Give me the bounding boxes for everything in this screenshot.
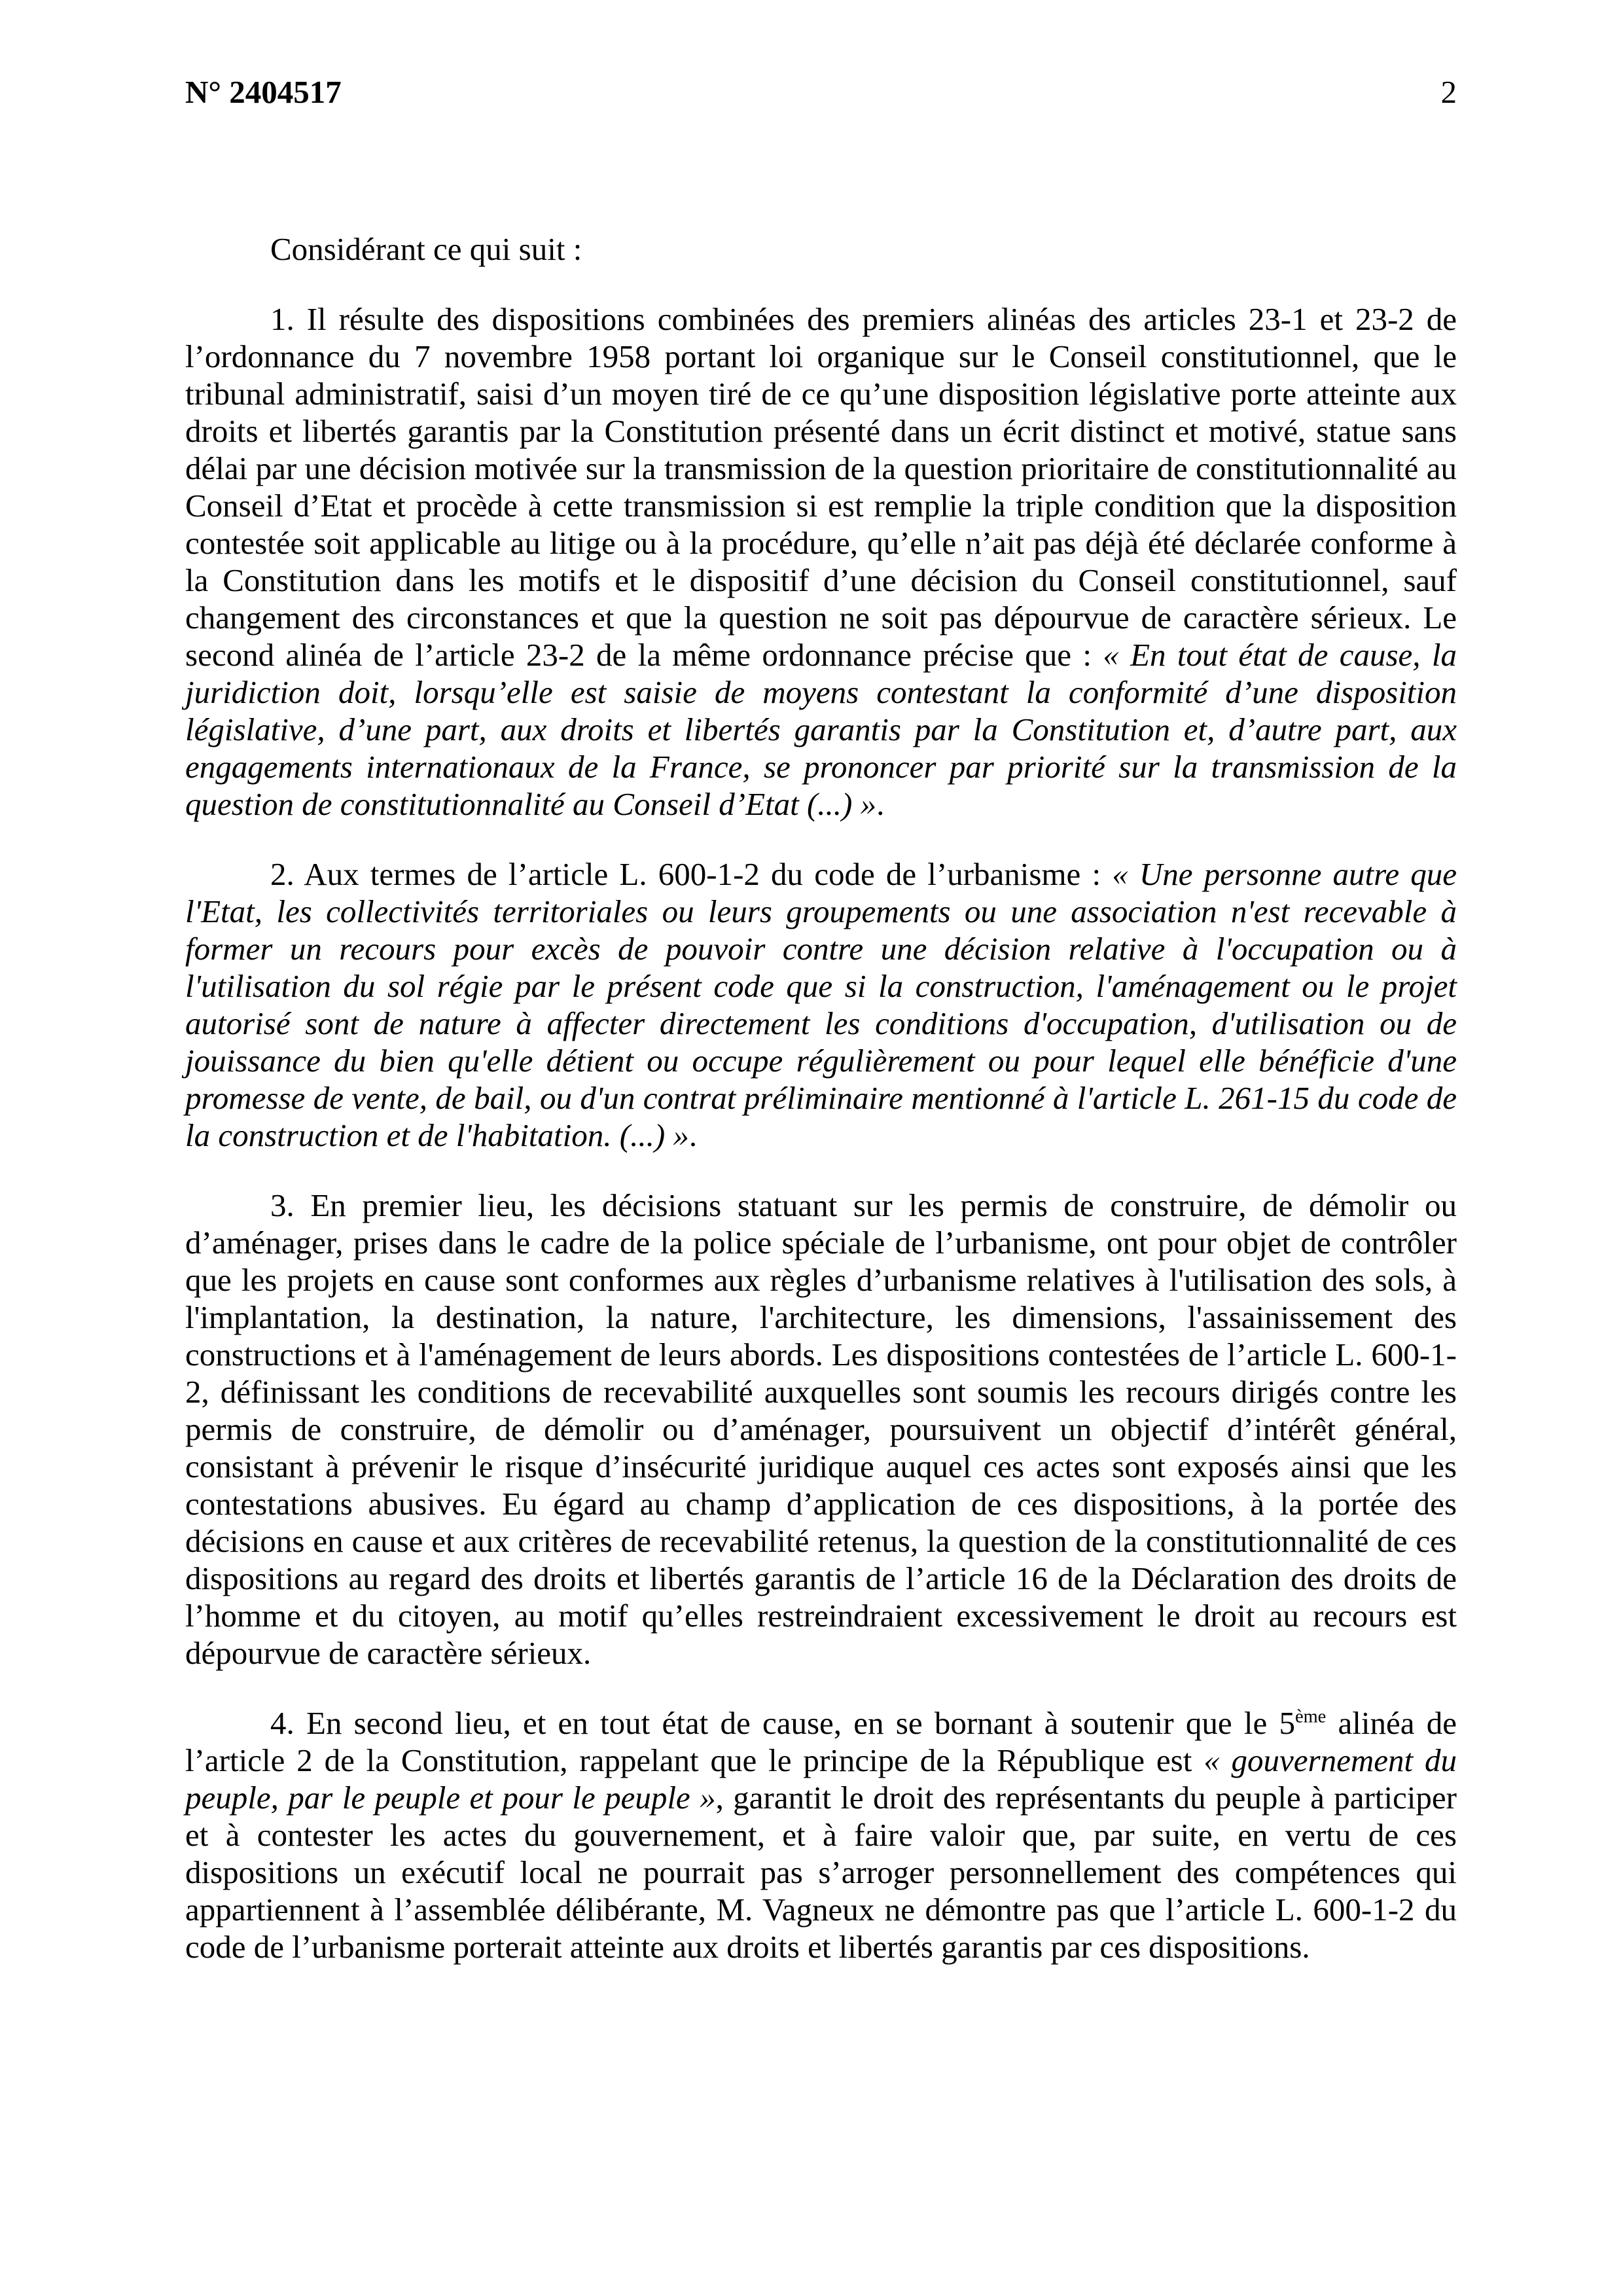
paragraph-2: 2. Aux termes de l’article L. 600-1-2 du code de l’urbanisme : « Une personne autre que l'Etat, les collectivités territoriales ou leurs groupements ou une association n'est recevable à former un recours pour excès de pouvoir contre une décision relative à l'occupation ou à l'utilisation du sol régie par le présent code que si la construction, l'aménagement ou le projet autorisé sont de nature à affecter directement les conditions d'occupation, d'utilisation ou de jouissance du bien qu'elle détient ou occupe régulièrement ou pour lequel elle bénéficie d'une promesse de vente, de bail, ou d'un contrat préliminaire mentionné à l'article L. 261-15 du code de la construction et de l'habitation. (...) ». [185,856,1457,1153]
intro-line: Considérant ce qui suit : [270,231,582,267]
page-header [185,73,1457,111]
document-body [185,230,1457,1965]
case-number: N° 2404517 [185,74,342,110]
paragraph-1: 1. Il résulte des dispositions combinées des premiers alinéas des articles 23-1 et 23-2 de l’ordonnance du 7 novembre 1958 portant loi organique sur le Conseil constitutionnel, que le tribunal administratif, saisi d’un moyen tiré de ce qu’une disposition législative porte atteinte aux droits et libertés garantis par la Constitution présenté dans un écrit distinct et motivé, statue sans délai par une décision motivée sur la transmission de la question prioritaire de constitutionnalité au Conseil d’Etat et procède à cette transmission si est remplie la triple condition que la disposition contestée soit applicable au litige ou à la procédure, qu’elle n’ait pas déjà été déclarée conforme à la Constitution dans les motifs et le dispositif d’une décision du Conseil constitutionnel, sauf changement des circonstances et que la question ne soit pas dépourvue de caractère sérieux. Le second alinéa de l’article 23-2 de la même ordonnance précise que : « En tout état de cause, la juridiction doit, lorsqu’elle est saisie de moyens contestant la conformité d’une disposition législative, d’une part, aux droits et libertés garantis par la Constitution et, d’autre part, aux engagements internationaux de la France, se prononcer par priorité sur la transmission de la question de constitutionnalité au Conseil d’Etat (...) ». [185,301,1457,822]
page-number: 2 [1440,74,1457,110]
paragraph-3: 3. En premier lieu, les décisions statuant sur les permis de construire, de démolir ou d’aménager, prises dans le cadre de la police spéciale de l’urbanisme, ont pour objet de contrôler que les projets en cause sont conformes aux règles d’urbanisme relatives à l'utilisation des sols, à l'implantation, la destination, la nature, l'architecture, les dimensions, l'assainissement des constructions et à l'aménagement de leurs abords. Les dispositions contestées de l’article L. 600-1-2, définissant les conditions de recevabilité auxquelles sont soumis les recours dirigés contre les permis de construire, de démolir ou d’aménager, poursuivent un objectif d’intérêt général, consistant à prévenir le risque d’insécurité juridique auquel ces actes sont exposés ainsi que les contestations abusives. Eu égard au champ d’application de ces dispositions, à la portée des décisions en cause et aux critères de recevabilité retenus, la question de la constitutionnalité de ces dispositions au regard des droits et libertés garantis de l’article 16 de la Déclaration des droits de l’homme et du citoyen, au motif qu’elles restreindraient excessivement le droit au recours est dépourvue de caractère sérieux. [185,1187,1457,1671]
paragraph-4: 4. En second lieu, et en tout état de cause, en se bornant à soutenir que le 5ème alinéa de l’article 2 de la Constitution, rappelant que le principe de la République est « gouvernement du peuple, par le peuple et pour le peuple », garantit le droit des représentants du peuple à participer et à contester les actes du gouvernement, et à faire valoir que, par suite, en vertu de ces dispositions un exécutif local ne pourrait pas s’arroger personnellement des compétences qui appartiennent à l’assemblée délibérante, M. Vagneux ne démontre pas que l’article L. 600-1-2 du code de l’urbanisme porterait atteinte aux droits et libertés garantis par ces dispositions. [185,1705,1457,1965]
